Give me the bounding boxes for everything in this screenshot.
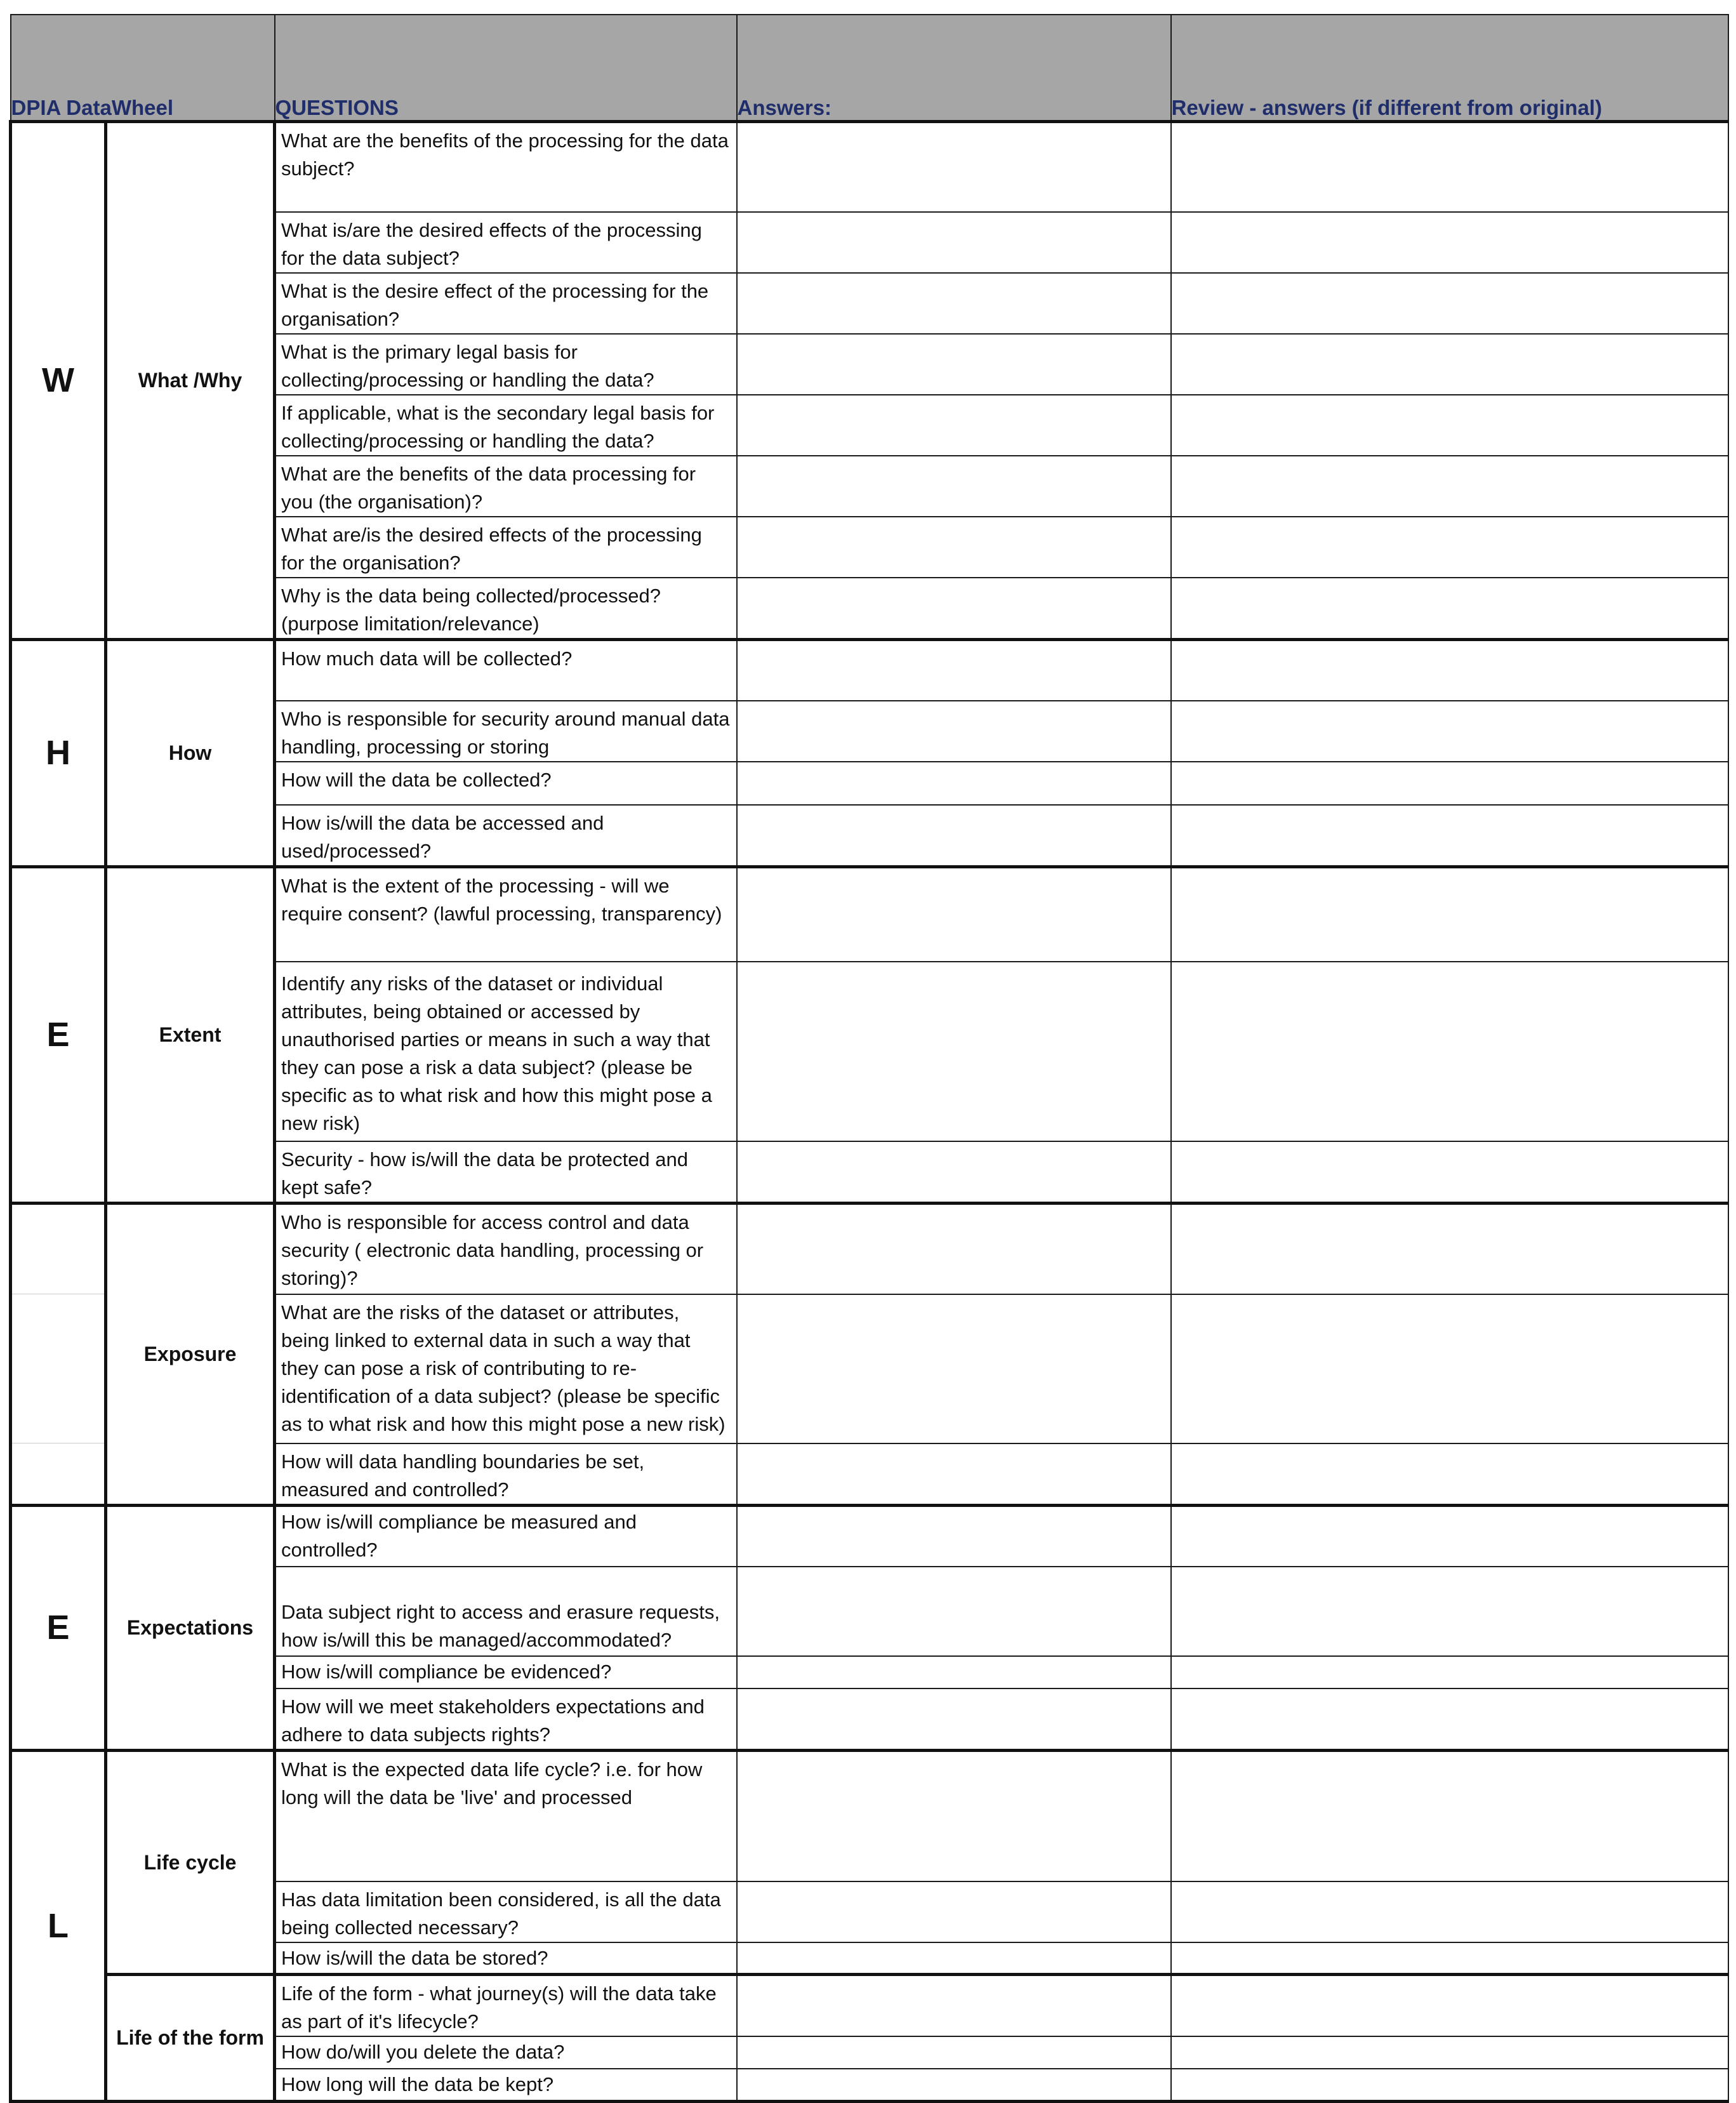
review-answer-cell[interactable] (1171, 456, 1728, 517)
question-cell: Who is responsible for access control and data security ( electronic data handling, processing or storing)? (275, 1204, 737, 1294)
header-answers: Answers: (737, 15, 1171, 121)
section-name-extent: Extent (106, 866, 275, 1204)
answer-cell[interactable] (737, 212, 1171, 273)
question-cell: Has data limitation been considered, is all the data being collected necessary? (275, 1881, 737, 1942)
question-cell: What are the risks of the dataset or attributes, being linked to external data in such a way that they can pose a risk of contributing to re-identification of a data subject? (please be specific as to what risk and how this might pose a new risk) (275, 1294, 737, 1443)
answer-cell[interactable] (737, 1141, 1171, 1204)
review-answer-cell[interactable] (1171, 1975, 1728, 2037)
answer-cell[interactable] (737, 273, 1171, 334)
answer-cell[interactable] (737, 334, 1171, 395)
answer-cell[interactable] (737, 578, 1171, 640)
question-cell: How will data handling boundaries be set, measured and controlled? (275, 1443, 737, 1506)
question-cell: Security - how is/will the data be protected and kept safe? (275, 1141, 737, 1204)
review-answer-cell[interactable] (1171, 805, 1728, 867)
review-answer-cell[interactable] (1171, 334, 1728, 395)
section-name-life-of-the-form: Life of the form (106, 1975, 275, 2102)
section-name-what-why: What /Why (106, 121, 275, 640)
question-cell: What are/is the desired effects of the processing for the organisation? (275, 517, 737, 578)
review-answer-cell[interactable] (1171, 866, 1728, 962)
answer-cell[interactable] (737, 1443, 1171, 1506)
question-cell: How is/will the data be stored? (275, 1942, 737, 1975)
review-answer-cell[interactable] (1171, 962, 1728, 1141)
question-cell: How is/will compliance be evidenced? (275, 1656, 737, 1688)
review-answer-cell[interactable] (1171, 1656, 1728, 1688)
section-name-life-cycle: Life cycle (106, 1751, 275, 1975)
question-cell: How long will the data be kept? (275, 2069, 737, 2101)
review-answer-cell[interactable] (1171, 1505, 1728, 1567)
question-cell: Identify any risks of the dataset or individual attributes, being obtained or accessed by unauthorised parties or means in such a way that they can pose a risk a data subject? (please be specific as to what risk and how this might pose a new risk) (275, 962, 737, 1141)
question-cell: How do/will you delete the data? (275, 2036, 737, 2069)
answer-cell[interactable] (737, 805, 1171, 867)
answer-cell[interactable] (737, 1505, 1171, 1567)
section-name-expectations: Expectations (106, 1505, 275, 1751)
review-answer-cell[interactable] (1171, 1204, 1728, 1294)
blank-cell (11, 1443, 106, 1506)
answer-cell[interactable] (737, 1751, 1171, 1881)
answer-cell[interactable] (737, 1656, 1171, 1688)
answer-cell[interactable] (737, 2069, 1171, 2101)
question-cell: What are the benefits of the processing for the data subject? (275, 121, 737, 212)
section-letter-h: H (11, 640, 106, 867)
section-letter-e-expectations: E (11, 1505, 106, 1751)
dpia-datawheel-table (9, 14, 1729, 2103)
review-answer-cell[interactable] (1171, 2069, 1728, 2101)
question-cell: Life of the form - what journey(s) will the data take as part of it's lifecycle? (275, 1975, 737, 2037)
question-cell: What is/are the desired effects of the processing for the data subject? (275, 212, 737, 273)
review-answer-cell[interactable] (1171, 2036, 1728, 2069)
review-answer-cell[interactable] (1171, 762, 1728, 805)
answer-cell[interactable] (737, 962, 1171, 1141)
question-cell: Who is responsible for security around manual data handling, processing or storing (275, 701, 737, 762)
question-cell: If applicable, what is the secondary legal basis for collecting/processing or handling the data? (275, 395, 737, 456)
answer-cell[interactable] (737, 1688, 1171, 1751)
review-answer-cell[interactable] (1171, 1567, 1728, 1656)
section-letter-blank (11, 1204, 106, 1294)
review-answer-cell[interactable] (1171, 212, 1728, 273)
answer-cell[interactable] (737, 1881, 1171, 1942)
review-answer-cell[interactable] (1171, 1688, 1728, 1751)
review-answer-cell[interactable] (1171, 1751, 1728, 1881)
question-cell: How will the data be collected? (275, 762, 737, 805)
review-answer-cell[interactable] (1171, 517, 1728, 578)
question-cell: How much data will be collected? (275, 640, 737, 701)
answer-cell[interactable] (737, 640, 1171, 701)
question-cell: What are the benefits of the data processing for you (the organisation)? (275, 456, 737, 517)
review-answer-cell[interactable] (1171, 1141, 1728, 1204)
question-cell: What is the expected data life cycle? i.e. for how long will the data be 'live' and processed (275, 1751, 737, 1881)
question-cell: What is the desire effect of the processing for the organisation? (275, 273, 737, 334)
review-answer-cell[interactable] (1171, 1294, 1728, 1443)
review-answer-cell[interactable] (1171, 701, 1728, 762)
section-letter-w: W (11, 121, 106, 640)
question-cell: How is/will the data be accessed and used/processed? (275, 805, 737, 867)
answer-cell[interactable] (737, 1975, 1171, 2037)
review-answer-cell[interactable] (1171, 121, 1728, 212)
section-letter-e-extent: E (11, 866, 106, 1204)
review-answer-cell[interactable] (1171, 1881, 1728, 1942)
question-cell: What is the extent of the processing - will we require consent? (lawful processing, transparency) (275, 866, 737, 962)
answer-cell[interactable] (737, 1204, 1171, 1294)
answer-cell[interactable] (737, 1567, 1171, 1656)
review-answer-cell[interactable] (1171, 273, 1728, 334)
question-cell: Data subject right to access and erasure requests, how is/will this be managed/accommodated? (275, 1567, 737, 1656)
review-answer-cell[interactable] (1171, 640, 1728, 701)
review-answer-cell[interactable] (1171, 1942, 1728, 1975)
review-answer-cell[interactable] (1171, 1443, 1728, 1506)
answer-cell[interactable] (737, 456, 1171, 517)
blank-cell (11, 1294, 106, 1443)
question-cell: How is/will compliance be measured and controlled? (275, 1505, 737, 1567)
answer-cell[interactable] (737, 1294, 1171, 1443)
section-letter-l: L (11, 1751, 106, 2102)
answer-cell[interactable] (737, 2036, 1171, 2069)
review-answer-cell[interactable] (1171, 395, 1728, 456)
question-cell: How will we meet stakeholders expectations and adhere to data subjects rights? (275, 1688, 737, 1751)
question-cell: What is the primary legal basis for collecting/processing or handling the data? (275, 334, 737, 395)
question-cell: Why is the data being collected/processed? (purpose limitation/relevance) (275, 578, 737, 640)
answer-cell[interactable] (737, 121, 1171, 212)
answer-cell[interactable] (737, 395, 1171, 456)
answer-cell[interactable] (737, 701, 1171, 762)
answer-cell[interactable] (737, 866, 1171, 962)
header-review-answers: Review - answers (if different from original) (1171, 15, 1728, 121)
answer-cell[interactable] (737, 1942, 1171, 1975)
answer-cell[interactable] (737, 762, 1171, 805)
header-questions: QUESTIONS (275, 15, 737, 121)
section-name-how: How (106, 640, 275, 867)
review-answer-cell[interactable] (1171, 578, 1728, 640)
header-dpia-datawheel: DPIA DataWheel (11, 15, 275, 121)
section-name-exposure: Exposure (106, 1204, 275, 1506)
answer-cell[interactable] (737, 517, 1171, 578)
